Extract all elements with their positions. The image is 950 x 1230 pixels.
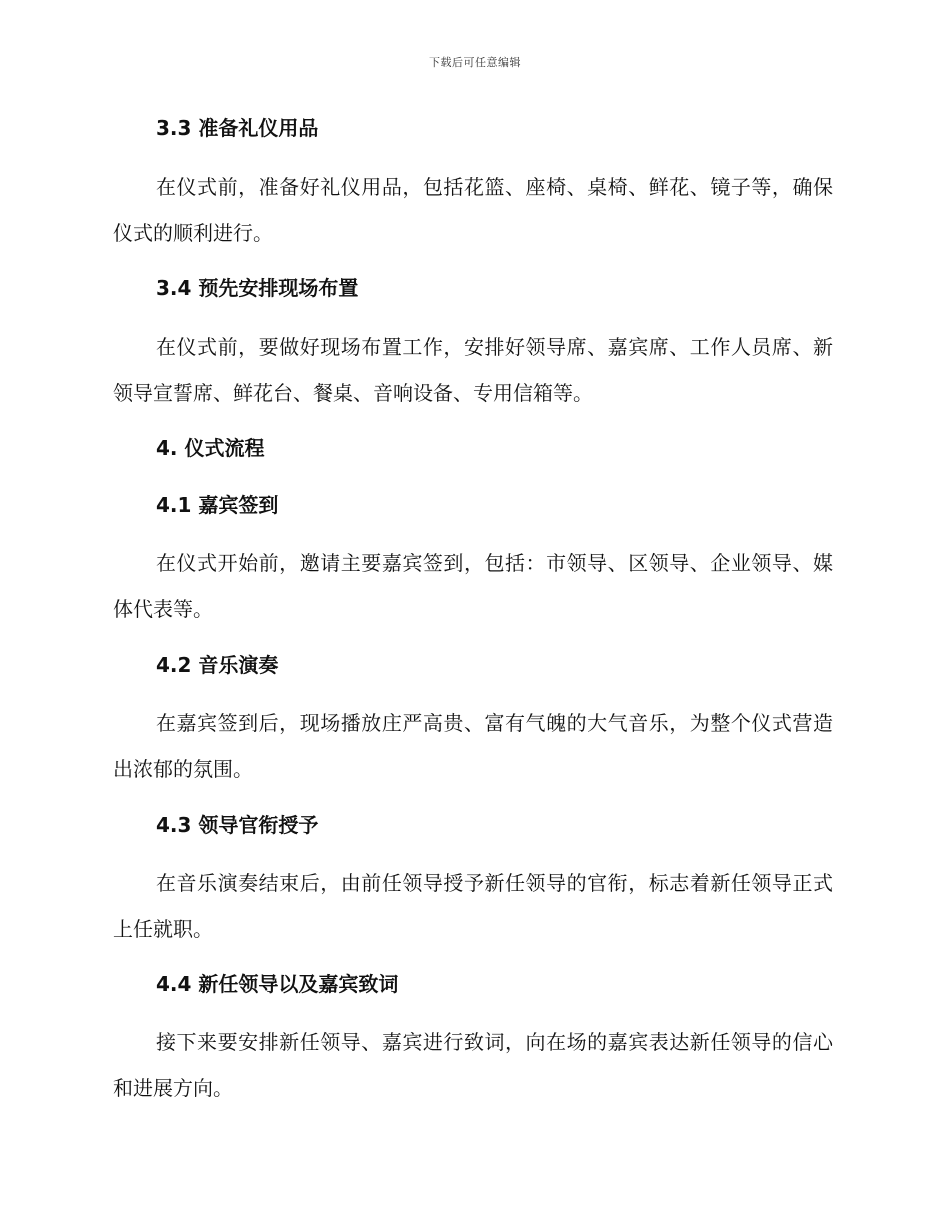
section-4-2-heading: 4.2 音乐演奏 — [156, 653, 279, 677]
section-4-heading: 4. 仪式流程 — [156, 436, 265, 460]
section-4-1-paragraph: 在仪式开始前，邀请主要嘉宾签到，包括：市领导、区领导、企业领导、媒体代表等。 — [113, 551, 833, 621]
section-3-3-paragraph: 在仪式前，准备好礼仪用品，包括花篮、座椅、桌椅、鲜花、镜子等，确保仪式的顺利进行。 — [113, 175, 833, 245]
section-4-2-paragraph: 在嘉宾签到后，现场播放庄严高贵、富有气魄的大气音乐，为整个仪式营造出浓郁的氛围。 — [113, 711, 833, 781]
section-3-4-paragraph: 在仪式前，要做好现场布置工作，安排好领导席、嘉宾席、工作人员席、新领导宣誓席、鲜花台、餐桌、音响设备、专用信箱等。 — [113, 335, 833, 405]
section-4-3-paragraph: 在音乐演奏结束后，由前任领导授予新任领导的官衔，标志着新任领导正式上任就职。 — [113, 871, 833, 941]
section-4-4-heading: 4.4 新任领导以及嘉宾致词 — [156, 972, 399, 996]
section-3-4-heading: 3.4 预先安排现场布置 — [156, 276, 359, 300]
section-4-3-heading: 4.3 领导官衔授予 — [156, 813, 319, 837]
section-4-1-heading: 4.1 嘉宾签到 — [156, 493, 279, 517]
section-4-4-paragraph: 接下来要安排新任领导、嘉宾进行致词，向在场的嘉宾表达新任领导的信心和进展方向。 — [113, 1030, 833, 1100]
section-3-3-heading: 3.3 准备礼仪用品 — [156, 116, 319, 140]
page-header: 下载后可任意编辑 — [429, 56, 521, 69]
